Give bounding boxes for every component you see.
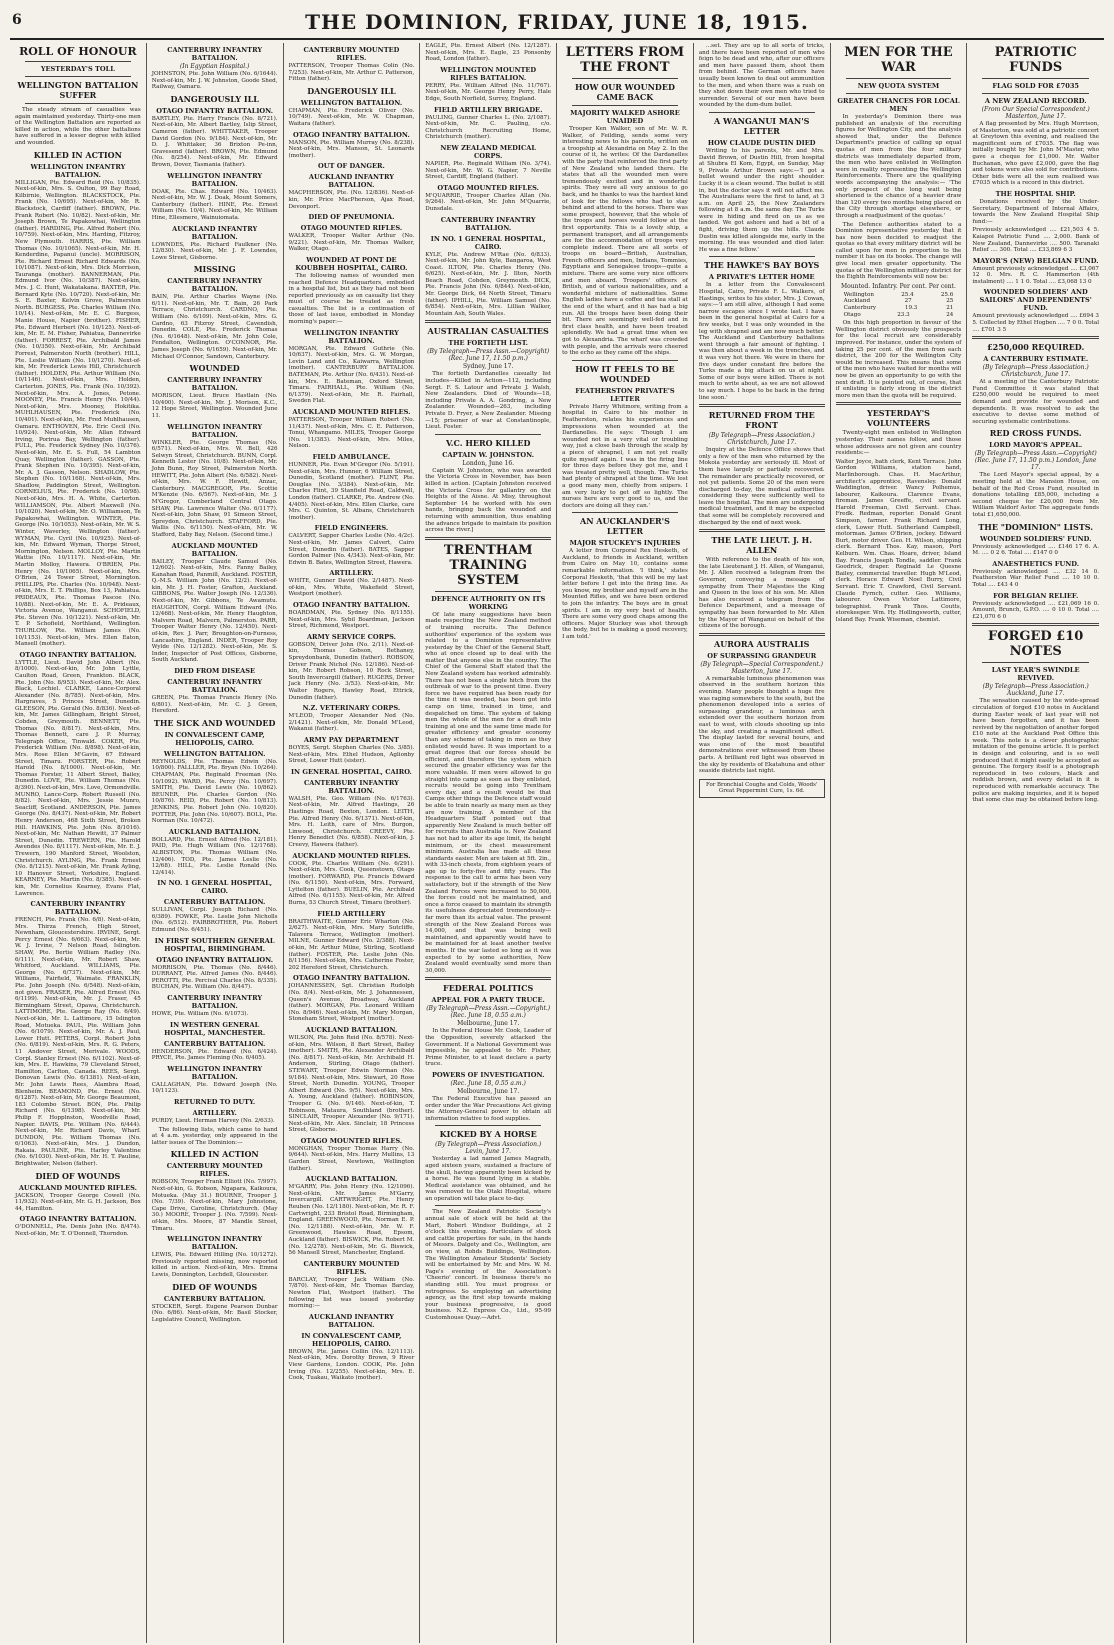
casualty-list: WINKLER, Pte. George Thomas (No. 6/571). Next-of-kin, Mrs. W. Bell, 426 Selwyn Street, Christchurch. BUNN, Corpl. Kenneth Lester (No. 10/8). Next-of-kin, Mr. John Bunn, Roy Street, Palmerston North. HEWITT, Pte. John Albert (No. 6/582). Next-of-kin, Mrs. W. F. Hewitt, Anzac, Canterbury. MACGREGOR, Pte. Scottie M'Kenzie (No. 6/567). Next-of-kin, Mr. J. M'Gregor, Cumberland Central Otago. SHAW, Pte. Lawrence Walter (No. 6/1177). Next-of-kin, John Shaw, 91 Simeon Street, Spreydon, Christchurch. STAFFORD, Pte. Wallis (No. 6/1150). Next-of-kin, Mr. W. Stafford, Eaby Bay, Nelson. (Second time.) bbox=[151, 439, 278, 538]
section-heading: IN FIRST SOUTHERN GENERAL HOSPITAL, BIRMINGHAM. bbox=[154, 936, 275, 953]
casualty-list: M'QUARRIE, Trooper Charles Allan (No. 9/264). Next-of-kin, Mr. John M'Quarrie, Dunsdale. bbox=[425, 192, 552, 212]
unit-heading: CANTERBURY MOUNTED RIFLES. bbox=[303, 1259, 400, 1276]
unit-heading: AUCKLAND BATTALION. bbox=[305, 1175, 398, 1184]
unit-heading: OTAGO INFANTRY BATTALION. bbox=[292, 601, 410, 610]
unit-heading: OTAGO MOUNTED RIFLES. bbox=[437, 183, 539, 192]
columns bbox=[10, 43, 1104, 1643]
article-text: A flag presented by Mrs. Hugh Morrison, of Masterton, was sold at a patriotic concert at Greytown this evening, and realised the magnificent sum of £7035. The flag was initially bought by Mr. John M'Master, who gave a cheque for £1,000. Mr. Walter Buchanan, who gave £2,000, gave the flag and tokens were also sold for contributions. Other bids were all the sum realised was £7035 which is a record in this district. bbox=[972, 121, 1099, 187]
section-heading: IN CONVALESCENT CAMP, HELIOPOLIS, CAIRO. bbox=[164, 730, 265, 747]
casualty-list: GREEN, Pte. Thomas Francis Henry (No. 6/801). Next-of-kin, Mr. C. J. Green, Hereford. bbox=[151, 695, 278, 715]
article-headline: RED CROSS FUNDS. bbox=[989, 428, 1082, 439]
article-text: Captain W. Johnston, who was awarded the Victoria Cross in November, has been killed in action. [Captain Johnston received the Victoria Cross for gallantry on the Heights of the Aisne. At Misy, throughout September 14 he worked with his own hands, bringing back the wounded and returning with ammunition, thus enabling the advance brigade to maintain its position across the river.] bbox=[425, 467, 552, 534]
casualty-list: BARTLEY, Pte. Harry Francis (No. 8/721). Next-of-kin, Mr. Albert Bartley, Islip Street, Cameron (father). WHITTAKER, Trooper David Gordon (No. 9/184). Next-of-kin, Mr. D. J. Whittaker, 36 Brixton Pe-inn, Gravesend (father). BROWN, Pte. Edmund (No. 8/254). Next-of-kin, Mr. Edward Brown, Dover, Tasmania (father). bbox=[151, 115, 278, 168]
article-subhead: FLAG SOLD FOR £7035 bbox=[992, 82, 1079, 90]
unit-heading: AUCKLAND MOUNTED BATTALION. bbox=[171, 541, 258, 558]
volunteer-list: Walter Joyce, bath clerk, Kent Terrace. John Gordon Williams, station hand, Marlinborough. Chas. H. MacArthur, architect's apprentice, Ravensley. Donald Waddington, driver. Wancy Polhemus, labourer, Kaikoura. Clarence Evans, fireman. James Greeffe, civil servant. Harold Freeman, Civil Servant. Chas. Fredk. Redman, reporter. Donald Grant Simpson, farmer. Frank Richard Long, clerk, Lower Hutt. Sutherland Campbell, motorman. James O'Brien, jockey. Edward Burt, motor driver. Geo. H. Wilson, shipping clerk. Bernard Thos. Kay, mason, Port Kelburn. Wm. Chas. Hoare, driver, Island Bay. Francis Joseph Tondle, saddler. Frank Goodrick, draper. Reginald Le Quesne Bailey, commercial traveller. Hugh M'Leod, clerk. Horace Edward Noel Burry, Civil Servant. Eric T. Crawford, Civil Servant. Claude Fyrnch, cutter. Geo. Williams, labourer. Owen Victor Lattimore, telegraphist. Frank Thos. Coutts, storekeeper. Wm. Hy. Hollingsworth, cutter, Island Bay. Frank Wiseman, chemist. bbox=[835, 458, 962, 623]
table-row: Auckland 27 25 bbox=[843, 298, 954, 305]
wellington-battalion-headline: WELLINGTON BATTALION SUFFER bbox=[17, 80, 139, 100]
article-subhead: FEATHERSTON PRIVATE'S LETTER bbox=[575, 386, 675, 403]
casualty-list: HENDERSON, Pte. Edward (No. 6/424). PRYCE, Pte. James Fleming (No. 6/405). bbox=[151, 1048, 278, 1062]
section-note: (In Egyptian Hospital.) bbox=[179, 63, 250, 70]
unit-heading: ARMY SERVICE CORPS. bbox=[306, 632, 396, 641]
casualty-list: JOHNSTON, Pte. John William (No. 6/1644). Next-of-kin, Mr. J. W. Johnston, Goode Shed, Railway, Oamaru. bbox=[151, 71, 278, 91]
article-subhead: A CANTERBURY ESTIMATE. bbox=[983, 355, 1089, 364]
unit-heading: CANTERBURY BATTALION. bbox=[163, 1039, 266, 1048]
unit-heading: CANTERBURY INFANTRY BATTALION. bbox=[167, 46, 263, 62]
article-headline: RETURNED FROM THE FRONT bbox=[708, 410, 815, 431]
unit-heading: FIELD ENGINEERS. bbox=[314, 524, 389, 533]
unit-heading: CANTERBURY INFANTRY BATTALION. bbox=[440, 215, 536, 232]
unit-heading: AUCKLAND MOUNTED RIFLES. bbox=[18, 1183, 137, 1192]
casualty-list: MONGHAN, Trooper Thomas Harry (No. 9/644). Next-of-kin, Mrs. Harry Mullins, 13 Garden Street, Newtown, Wellington (father). bbox=[288, 1145, 415, 1172]
article-headline: AURORA AUSTRALIS bbox=[714, 638, 810, 649]
casualty-list: WALSH, Pte. Geo. William (No. 6/1763). Next-of-kin, Mr. Alfred Hastings, 26 Hastings Road, Bexton, London. LEITH, Pte. Alfred Henry (No. 6/1371). Next-of-kin, Mrs. H. Leith, care of Mrs. Burgon, Linwood, Christchurch. CREEVY, Pte. Henry Benedict (No. 6/858). Next-of-kin, J. Creevy, Hawera (father). bbox=[288, 795, 415, 848]
kicked-by-horse-headline: KICKED BY A HORSE bbox=[439, 1129, 537, 1140]
dateline: Sydney, June 17. bbox=[463, 363, 514, 371]
article-headline: £250,000 REQUIRED. bbox=[987, 342, 1085, 353]
unit-heading: WELLINGTON BATTALION. bbox=[163, 749, 266, 758]
casualty-list: M'LEOD, Trooper Alexander Ned (No. 2/1421). Next-of-kin, Mr. Donald M'Leod, Wakanui (father). bbox=[288, 713, 415, 733]
patriotic-funds-headline: PATRIOTIC FUNDS bbox=[994, 45, 1077, 75]
unit-heading: WELLINGTON INFANTRY BATTALION. bbox=[167, 422, 263, 439]
article-subhead: MAYOR'S (NEW) BELGIAN FUND. bbox=[972, 256, 1099, 265]
article-text: ...set. They are up to all sorts of tricks, and there have been reported of men who feign to be dead and who, after our officers and men have passed them, shoot them from behind. The German officers have usually been known to deal out ammunition to the men, and when there was a rush on they shot down their own men who tried to surrender. Several of our men have been wounded by the dum-dum bullet. bbox=[698, 43, 825, 109]
unit-heading: OTAGO INFANTRY BATTALION. bbox=[156, 955, 274, 964]
advertisement: For Bronchial Coughs and Colds, Woods' Great Peppermint Cure, 1s. 6d. bbox=[699, 779, 825, 798]
article-subhead: LAST YEAR'S SWINDLE REVIVED. bbox=[991, 666, 1080, 683]
casualty-list: STOCKER, Sergt. Eugene Pearson Dunbar (No. 6/86). Next-of-kin, Mr. Basil Stocker, Legislative Council, Wellington. bbox=[151, 1303, 278, 1323]
casualty-list: PATTERSON, Trooper William Robert (No. 11/437). Next-of-kin, Mrs. C. E. Patterson, Tonui, Whangamo. MILES, Trooper George (No. 11/383). Next-of-kin, Mrs. Miles, Nelson. bbox=[288, 417, 415, 450]
casualty-list: ROBSON, Trooper Frank Elliott (No. 7/997). Next-of-kin, G. Robson, Ngapara, Kaikoura, Motueka. (May 31.) BOURNE, Trooper J. (No. 7/39). Next-of-kin, Mary Johnstone, Cape Drive, Caroline, Christchurch. (May 30.) MOORE, Trooper J. (No. 7/599). Next-of-kin, Mrs. Moore, 87 Mandle Street, Timaru. bbox=[151, 1179, 278, 1232]
column-4 bbox=[420, 43, 557, 1643]
casualty-list: REYNOLDS, Pte. Thomas Edwin (No. 10/800). FALLLER, Pte. Bryan (No. 10/264). CHAPMAN, Pte. Reginald Freeman (No. 10/1092). WARD, Pte. Percy (No. 10/697). SMITH, Pte. David Lewis (No. 10/862). BEUNER, Pte. Charles Gordon (No. 10/876). REID, Pte. Robert (No. 10/813). JENKINS, Pte. Robert John (No. 10/820). POTTER, Pte. John (No. 10/607). BOLL, Pte. Norman (No. 10/472). bbox=[151, 758, 278, 825]
column-1 bbox=[10, 43, 147, 1643]
article-text: Writing to his parents, Mr. and Mrs. David Brown, of Dustin Hill, from hospital at Shubra El Kom, Egypt, on Sunday, May 9, Private Arthur Brown says:—'I got a bullet wound under the right shoulder. Lucky it is a clean wound. The bullet is still in, but the doctor says it will not affect me. The Australians were the first to land, at 3 a.m. on April 25, the New Zealanders following at 8 a.m. the same day. The Turks were in hiding and fired on us as we landed. We got ashore and had a bit of a fight, driving them up the hills. Claude Dustin was killed alongside me, early in the morning. He was wounded and died later. He was a fine fellow.' bbox=[698, 147, 825, 253]
article-subhead: MAJOR STUCKEY'S INJURIES bbox=[569, 539, 681, 548]
article-headline: HOW OUR WOUNDED CAME BACK bbox=[575, 82, 675, 102]
casualty-list: SULLIVAN, Corpl. Joseph Richard (No. 6/389). FOWKE, Pte. Leslie John Nicholls (No. 6/512). FAIRBROTHER, Pte. Robert Edmund (No. 6/451). bbox=[151, 907, 278, 934]
article-text: With reference to the death of his son, the late Lieutenant J. H. Allen, of Wanganui, Mr. J. Allen received a telegram from the Governor, conveying a message of sympathy from Their Majesties the King and Queen in the loss of his son. Mr. Allen has also received a telegram from the Defence Department, and a message of sympathy has been forwarded to Mr. Allen by the Mayor of Wanganui on behalf of the citizens of the borough. bbox=[698, 557, 825, 630]
sick-and-wounded-heading: THE SICK AND WOUNDED bbox=[153, 717, 276, 728]
wounded-heading: WOUNDED bbox=[189, 363, 240, 374]
casualty-list: BAIN, Pte. Arthur Charles Wayne (No. 6/11). Next-of-kin, Mr. T. Bain, 26 Park Terrace, Christchurch. CARDNO, Pte. William (No. 6/109). Next-of-kin, Mrs. G. Cardno, 63 Fitzroy Street, Cavendish, Dunedin. COLE, Pte. Frederick Thomas (No. 6/1648). Next-of-kin, Mr. John Cole, Fendalton, Wellington. O'CONNOR, Pte. James Joseph (No. 6/1659). Next-of-kin, Mr. Michael O'Connor, Sandown, Canterbury. bbox=[151, 294, 278, 360]
article-text: Inquiry at the Defence Office shows that only a few of the men who returned by the Mokoia yesterday are seriously ill. Most of them have largely or partially recovered. The remainder are practically recovered, or not yet patients. Some 20 of the men were discharged to-day, the medical authorities considering they were sufficiently well to leave the hospital. The men are undergoing medical treatment, and it may be expected that some will be completely recovered and discharged by the end of next week. bbox=[698, 447, 825, 526]
unit-heading: OTAGO MOUNTED RIFLES. bbox=[300, 224, 403, 233]
casualty-list: NAPIER, Pte. Reginald William (No. 3/74). Next-of-kin, Mr. W. G. Napier, 7 Neville Street, Cardiff, England (father). bbox=[425, 160, 552, 181]
unit-heading: AUCKLAND MOUNTED RIFLES. bbox=[292, 408, 411, 416]
casualty-list: BAILEY, Trooper Claude Samuel (No. 12/602). Next-of-kin, Mrs. Fanny Bailey, Kanahan Road, Panmill, Auckland. FOSTER, Q.-M.S. William John (No. 12/2). Next-of-kin, Mr. J. H. Foster, Grafton, Auckland. GIBBONS, Pte. Walter Joseph (No. 12/336). Next-of-kin, Mr. Gibbons, Te Awamutu. HAUGHTON, Corpl. William Edward (No. 12/468). Next-of-kin, Mr. Henry Haughton, Malvern Road, Malvern, Palmerston. PARR, Trooper Walter Henry (No. 12/450). Next-of-kin, Rev. J. Parr, Broughton-on-Furness, Lancashire, England. INDER, Trooper Roy Wylde (No. 12/1282). Next-of-kin, Mr. S. Inder, Inspector of Post Offices, Gisborne, South Auckland. bbox=[151, 558, 278, 664]
unit-heading: OTAGO MOUNTED RIFLES. bbox=[300, 1136, 403, 1145]
unit-heading: AUCKLAND INFANTRY BATTALION. bbox=[172, 224, 258, 241]
casualty-list: HOWE, Pte. William (No. 6/1073). bbox=[151, 1011, 249, 1018]
article-subhead: A PRIVATE'S LETTER HOME bbox=[708, 273, 815, 282]
casualty-list: MORISON, Lieut. Bruce Hastlain (No. 10/400). Next-of-kin, Mr. J. Morison, K.C., 12 Hope Street, Wellington. Wounded June 11. bbox=[151, 393, 278, 419]
article-text: Trooper Ken Walker, son of Mr. W. R. Walker, of Feilding, sends some very interesting news to his parents, written on a troopship at Alexandria on May 2. In the course of it, he writes: Of the Dardanelles with the party that reinforced the first party of New Zealand who landed there. He states that all the wounded men were tremendously excited and in wonderful spirits. They were all very anxious to go back, and he thanks to was the hardest kind of look for the fellows who had to stay behind and attend to the horses. There was some prospect, however, that the whole of the troops and horses would follow at the first opportunity. This is a lovely ship, a permanent transport, and all arrangements are for the accommodation of troops very complete indeed. There are all sorts of troops on board—British, Australian, French officers and men, Indians, Tommies, Egyptians and Senegalese troops—quite a mixture. There are some very nice officers and men aboard. Troopers' officers of British, and of various nationalities, and a wonderful mixture of nationalities. Some English ladies have a coffee and tea stall at the end of the wharf, and it has had a big run. All the troops have been doing their bit. There are seemingly well-fed and in first class health, and have been treated splendidly. We had a great time when we got to Alexandria. The wharf was crowded with people, and the arrivals were cheered to the echo as they came off the ships. bbox=[562, 126, 688, 357]
fund-list: Previously acknowledged .... £21,069 16 0. Amount, Brunch, G.P.O. .... 0 10 0. Total .... £21,070 6 0 bbox=[972, 600, 1099, 620]
returned-to-duty-heading: RETURNED TO DUTY. bbox=[174, 1098, 256, 1106]
column-8 bbox=[967, 43, 1104, 1643]
masthead bbox=[10, 8, 1104, 40]
casualty-list: BRAITHWAITE, Gunner Eric Wharton (No. 2/627). Next-of-kin, Mrs. Mary Sutcliffe, Talavera Terrace, Wellington (mother). MILNE, Gunner Edward (No. 2/388). Next-of-kin, Mr. Arthur Milne, Stirling, Scotland (father). FOSTER, Pte. Leslie John (No. 8/1156). Next-of-kin, Mrs. Catherine Foster, 202 Hereford Street, Christchurch. bbox=[288, 918, 415, 971]
article-subhead: NEW QUOTA SYSTEM bbox=[857, 82, 940, 90]
article-subhead: HOW CLAUDE DUSTIN DIED bbox=[707, 138, 816, 147]
section-heading: IN CONVALESCENT CAMP, HELIOPOLIS, CAIRO. bbox=[301, 1331, 402, 1348]
article-text: The Federal Executive has passed an order under the War Precautions Act giving the Attorney-General power to obtain all information relative to food supplies. bbox=[425, 1095, 552, 1122]
article-text: The Defence authorities stated to a Dominion representative yesterday that it has now been decided to readjust the quotas so that every military district will be called upon for men in proportion to the number it has on its books. The change will give local men greater opportunity. The quotas of the Wellington military district for the Eighth Reinforcements will now be: bbox=[835, 221, 962, 281]
fund-list: Previously acknowledged .... £32 14 0. Featherston War Relief Fund .... 10 10 0. Total .... £43 4 0 bbox=[972, 568, 1099, 588]
unit-heading: WELLINGTON INFANTRY BATTALION. bbox=[30, 162, 126, 179]
casualty-list: MILLIGAN, Pte. Edward Reid (No. 10/835). Next-of-kin, Mrs. S. Oulton, 99 Bay Road, Kilbirnie, Wellington. BLACKSTOCK, Pte. Frank (No. 10/695). Next-of-kin, Mr. R. Blackstock, Cardiff (father). BROWN, Pte. Frank Robert (No. 10/82). Next-of-kin, Mr. Joseph Brown, Te Papakowhai, Wellington (father). HARDING, Pte. Alfred Robert (No. 10/759). Next-of-kin, Mrs. Harding, Fitzroy, New Plymouth. HARRIS, Pte. William Thomas (No. 10/1065). Next-of-kin, Mr. H. Kenderdine, Papanui (uncle). MORRISON, Pte. Richard Ernest Richard Edwards (No. 10/1087). Next-of-kin, Mrs. Dick Morrison, Tauranga (mother). BANNERMAN, Pte. Edmund Ivor (No. 10/387). Next-of-kin, Mrs. J. C. Hunt, Wakatakana. BAXTER, Pte. Bernard Kyte (No. 10/720). Next-of-kin, Mr. S. E. Baxter, Kelvin Grove, Palmerston North. BURGESS, Pte. Charles William (No. 10/14). Next-of-kin, Mr. E. C. Burgess, Manie House, Napier (brother). FISHER, Pte. Edward Herbert (No. 10/125). Next-of-kin, Mr. E. M. Fisher, Pahiatua, Dannevirke (father). FORREST, Pte. Archibald James (No. 10/350). Next-of-kin, Mr. Archibald Forrest, Palmerston North (brother). HILL, Pte. Leslie William (No. 10/1270). Next-of-kin, Mr. Frederick Lewis Hill, Christchurch (father). HOLDEN, Pte. Arthur William (No. 10/1146). Next-of-kin, Mrs. Holden, Carterton. JONES, Pte. Frank (No. 10/392). Next-of-kin, Mrs. A. Jones, Petone. MOONEY, Pte. Francis Henry (No. 10/44). Next-of-kin, Mrs. Mooney, Hokitika. MUHLHAUSEN, Pte. Frederick (No. 10/401). Next-of-kin, Mr. Fred Muhlhausen, Oamaru. ENTHOVEN, Pte. Eric Cecil (No. 10/924). Next-of-kin, Mr. Allan Edward Irving, Porirua Bay, Wellington (father). FULL, Pte. Frederick Sydney (No. 10/376). Next-of-kin, Mr. E. S. Full, 54 Lambton Quay, Wellington (father). GASSON, Pte. Frank Stephen (No. 10/395). Next-of-kin, Mr. A. J. Gasson, Nelson. SHADLOW, Pte. Stephen (No. 10/1168). Next-of-kin, Mrs. Shadlow, Paddington Street, Wellington. CORNELIUS, Pte. Frederick (No. 10/98). Next-of-kin, Mrs. H. A. White, Carterton. WILLIAMSON, Pte. Albert Maxwell (No. 10/1020). Next-of-kin, Mr. O. Williamson, Te Papakowhai, Wellington. WINTER, Pte. George (No. 10/1053). Next-of-kin, Mr. W. S. Winter, Waverley, Wellington (father). WYMAN, Pte. Cyril (No. 10/925). Next-of-kin, Mr. Edward Wyman, Thorpe Street, Mornington, Nelson. MOLLOY, Pte. Martin Wattie (No. 10/1117). Next-of-kin, Mr. Martin Molloy, Hawera. O'BRIEN, Pte. Henry (No. 10/1065). Next-of-kin, Mrs. O'Brien, 24 Tower Street, Mornington. PHILLIPS, Pte. Charles (No. 10/948). Next-of-kin, Mrs. E. T. Phillips, Box 13, Pahiatua. PRIDEAUX, Pte. Thomas Pascoe (No. 10/88). Next-of-kin, Mr. E. A. Prideaux, Victoria Avenue, Wanganui. SCHOFIELD, Pte. Steven (No. 10/1221). Next-of-kin, Mr. T. P. Schofield, Northland, Wellington. THURLOW, Pte. William James (No. 10/1153). Next-of-kin, Mrs. Ellen Eaton, Mansell (mother). bbox=[15, 179, 141, 648]
unit-heading: AUCKLAND BATTALION. bbox=[305, 1025, 398, 1034]
article-headline: THE LATE LIEUT. J. H. ALLEN bbox=[711, 535, 813, 556]
table-row: Wellington 25.4 25.6 bbox=[843, 291, 954, 298]
unit-heading: ARMY PAY DEPARTMENT bbox=[303, 735, 399, 744]
article-subhead: THE HOSPITAL SHIP. bbox=[995, 189, 1076, 198]
section-heading: IN NO. 1 GENERAL HOSPITAL, CAIRO. bbox=[157, 879, 273, 896]
unit-heading: CANTERBURY INFANTRY BATTALION. bbox=[303, 778, 399, 795]
unit-heading: WELLINGTON INFANTRY BATTALION. bbox=[303, 328, 399, 345]
unit-heading: CANTERBURY BATTALION. bbox=[163, 1294, 266, 1303]
casualty-list: WALKER, Trooper Walter Arthur (No. 9/221). Next-of-kin, Mr. Thomas Walker, Walker, Otago. bbox=[288, 233, 415, 253]
article-subhead: THE FORTIETH LIST. bbox=[448, 339, 528, 348]
article-text: On this high proportion in favour of the Wellington district obviously the prospects for the local recruit are considerably improved. For instance, under the system of taking 25 per cent. of the men from each district, the 200 for the Wellington City would be increased. This means that some of the men who have waited for months will now be given an opportunity to go with the next draft. It is pointed out, of course, that if enlisting is fairly strong in the district more men than the quota will be required. bbox=[835, 320, 962, 399]
article-headline: A WANGANUI MAN'S LETTER bbox=[713, 115, 810, 136]
section-heading: WOUNDED AT PONT DE KOUBBEH HOSPITAL, CAIRO. bbox=[295, 255, 408, 272]
casualty-list: O'DONNELL, Pte. Denis John (No. 8/474). Next-of-kin, Mr. T. O'Donnell, Thorndon. bbox=[15, 1224, 141, 1238]
casualty-list: WHITE, Gunner David (No. 2/1487). Next-of-kin, Mrs. White, Wakefield Street, Westport (mother). bbox=[288, 578, 415, 598]
unit-heading: WELLINGTON BATTALION. bbox=[300, 98, 403, 107]
unit-heading: CANTERBURY MOUNTED RIFLES. bbox=[166, 1162, 263, 1179]
men-for-war-headline: MEN FOR THE WAR bbox=[844, 45, 953, 75]
casualty-list: BARCLAY, Trooper Jack William (No. 7/870). Next-of-kin, Mr. Thomas Barclay, Newton Flat, Westport (father). The following list was issued yesterday morning:— bbox=[288, 1276, 415, 1310]
casualty-list: PATTERSON, Trooper Thomas Colin (No. 7/253). Next-of-kin, Mr. Arthur C. Patterson, Fitton (father). bbox=[288, 63, 415, 83]
article-subhead: APPEAL FOR A PARTY TRUCE. bbox=[431, 996, 545, 1005]
casualty-list: BOYES, Sergt. Stephen Charles (No. 3/85). Next-of-kin, Mrs. Ethel Hudson, Aglionby Street, Lower Hutt (sister). bbox=[288, 744, 415, 765]
article-text: In the Federal House Mr. Cook, Leader of the Opposition, severely attacked the Government. If a National Government was impossible, he appealed to Mr. Fisher, Prime Minister, to at least declare a party truce. bbox=[425, 1028, 552, 1068]
trentham-headline: TRENTHAM TRAINING SYSTEM bbox=[443, 542, 533, 588]
casualty-list: CHAPMAN, Pte. Frederick Oliver (No. 10/749). Next-of-kin, Mr. W. Chapman, Waitara (father). bbox=[288, 107, 415, 127]
casualty-list: MANSON, Pte. William Murray (No. 8/238). Next-of-kin, Mrs. Manson, St. Leonards (mother). bbox=[288, 139, 415, 159]
casualty-list: CALVERT, Sapper Charles Leslie (No. 4/2c). Next-of-kin, Mr. James Calvert, Cairo Street, Dunedin (father). BATES, Sapper Gordon Palmer (No. 4/343). Next-of-kin, Mr. Edwin B. Bates, Wellington Street, Hawera. bbox=[288, 533, 415, 566]
cable-line: (By Telegraph—Press Assn.—Copyright) (Rec. June 17, 11.50 p.m.) bbox=[427, 348, 550, 363]
roll-intro: The steady stream of casualties was again maintained yesterday. Thirty-one men of the Wellington Battalion are reported as killed in action, while the other battalions have suffered in a lesser degree with killed and wounded. bbox=[15, 107, 141, 146]
killed-in-action-heading: KILLED IN ACTION bbox=[33, 149, 122, 160]
casualty-list: BOLLARD, Pte. Ernest Alfred (No. 12/181). PAID, Pte. Hugh William (No. 12/1768). ALBISTON, Pte. Thomas William (No. 12/406). TOD, Pte. James Leslie (No. 12/68). HILL, Pte. Leslie Ronald (No. 12/414). bbox=[151, 836, 278, 876]
dangerously-ill-heading: DANGEROUSLY ILL bbox=[307, 85, 396, 96]
vc-hero-headline: V.C. HERO KILLED bbox=[445, 437, 531, 448]
newspaper-title: THE DOMINION, FRIDAY, JUNE 18, 1915. bbox=[305, 10, 809, 34]
casualty-list: MACPHERSON, Pte. (No. 12/836). Next-of-kin, Mr. Price MacPherson, Ajax Road, Devonport. bbox=[288, 190, 415, 210]
letters-from-front-headline: LETTERS FROM THE FRONT bbox=[565, 45, 685, 75]
died-of-pneumonia-heading: DIED OF PNEUMONIA. bbox=[308, 213, 395, 222]
casualty-list: DOAK, Pte. Chas. Edward (No. 10/463). Next-of-kin, Mr. W. J. Doak, Mount Somers, Canterbury (father). HINE, Pte. Ernest William (No. 10/4). Next-of-kin, Mr. William Hine, Ellesmere, Wainuiomata. bbox=[151, 188, 278, 221]
federal-politics-headline: FEDERAL POLITICS bbox=[443, 983, 534, 994]
article-subhead: WOUNDED SOLDIERS' AND SAILORS' AND DEPENDENTS' FUND. bbox=[979, 288, 1092, 313]
casualty-list: KYLE, Pte. Andrew M'Rae (No. 6/833). Next-of-kin, Mr. John Kyle, Bangaroa, West Coast. ILTON, Pte. Charles Henry (No. 6/625). Next-of-kin, Mr. J. Ilton, North Beach Road, Cobden, Greymouth. DICK, Pte. Francis John (No. 6/844). Next-of-kin, Mr. George Dick, 64 North Street, Timaru (father). IPHILL, Pte. William Samuel (No. 6/854). Next-of-kin, Mrs. Lillian Walker, Mountain Ash, South Wales. bbox=[425, 251, 552, 317]
article-headline: THE "DOMINION" LISTS. bbox=[978, 521, 1094, 532]
list-note: The following lists, which came to hand at 4 a.m. yesterday, only appeared in the latter issues of The Dominion:— bbox=[151, 1126, 278, 1146]
unit-heading: AUCKLAND BATTALION. bbox=[168, 827, 261, 836]
casualty-list: COOK, Pte. Charles William (No. 6/291). Next-of-kin, Mrs. Cook, Queenstown, Otago (mother). FORWARD, Pte. Francis Edward (No. 6/1150). Next-of-kin, Mrs. Forward, Lyttelton (father). BUELIN, Pte. Archibald Alfred (No. 6/1155). Next-of-kin, Mr. Alfred Burns, 53 Church Street, Timaru (brother). bbox=[288, 860, 415, 907]
yesterdays-toll-subtitle: YESTERDAY'S TOLL bbox=[40, 65, 115, 73]
section-heading: IN WESTERN GENERAL HOSPITAL, MANCHESTER. bbox=[164, 1020, 266, 1037]
dateline: Melbourne, June 17. bbox=[457, 1020, 520, 1028]
casualty-list: PAULING, Gunner Charles L. (No. 2/1087). Next-of-kin, Mr. C. Pauling, c/o. Christchurch Recruiting Home, Christchurch (mother). bbox=[425, 114, 552, 141]
article-subhead: WOUNDED SOLDIERS' FUND. bbox=[979, 534, 1092, 543]
cable-line: (By Telegraph—Press Association.) Auckland, June 17. bbox=[982, 683, 1089, 698]
australian-casualties-headline: AUSTRALIAN CASUALTIES bbox=[427, 326, 549, 337]
casualty-list: GOBSON, Driver John (No. 2/11). Next-of-kin, Thomas Gobson, Bethaney, Spreydonbank, Dunedin (father). ROBSON, Driver Frank Nichol (No. 12/186). Next-of-kin, Mr. Robert Robson, 10 Rock Street, South Invercargill (father). RUGERS, Driver Jack Henry (No. 3/53). Next-of-kin, Mr. Walter Rogers, Hawley Road, Ettrick, Dunedin (father). bbox=[288, 641, 415, 701]
article-text: The Lord Mayor's special appeal, by a meeting held at the Mansion House, on behalf of the Red Cross Fund, resulted in donations totalling £85,000, including a second cheque for £20,000 from Mr. William Waldorf Astor. The aggregate funds total £1,650,000. bbox=[972, 472, 1099, 518]
forged-notes-headline: FORGED £10 NOTES bbox=[988, 629, 1084, 660]
unit-heading: FIELD ARTILLERY BRIGADE. bbox=[433, 105, 543, 114]
killed-in-action-heading: KILLED IN ACTION bbox=[170, 1149, 259, 1160]
casualty-list: M'GARRY, Pte. John Henry (No. 12/1096). Next-of-kin, Mr. James M'Garry, Invercargill. CARTWRIGHT, Pte. Henry Reuben (No. 12/1180). Next-of-kin, Mr. R. F. Cartwright, 233 Bristol Road, Birmingham, England. GREENWOOD, Pte. Norman E. P. (No. 12/1188). Next-of-kin, Mr. W. F. Greenwood, Hawkes Road, Epsom, Auckland (father). BISWICK, Pte. Robert M. (No. 12/278). Next-of-kin, Mr. G. Biswick, 56 Mansell Street, Manchester, England. bbox=[288, 1184, 415, 1257]
section-text: The following names of wounded men reached Defence Headquarters, embodied in a hospital list, but as they had not been reported previously as on casualty list they must of course be treated as fresh casualties. The list is a continuation of those of last issue, embodied in Monday morning's paper:— bbox=[288, 272, 415, 326]
quota-table-header: Mounted. Infantry. Per cent. Per cent. bbox=[840, 282, 956, 290]
died-of-wounds-heading: DIED OF WOUNDS bbox=[172, 1281, 258, 1292]
casualty-list: BROWN, Pte. James Collin (No. 12/1113). Next-of-kin, Mrs. Dorothy Brown, 9 River View Gardens, London. COOK, Pte. John Irving (No. 12/255). Next-of-kin, Mrs. E. Cook, Tuakau, Waikato (mother). bbox=[288, 1348, 415, 1382]
unit-heading: ARTILLERY. bbox=[192, 1109, 237, 1117]
casualty-list: LEWIS, Pte. Edward Hilling (No. 10/1272). Previously reported missing, now reported killed in action. Next-of-kin, Mrs. Emma Lewis, Donnington, Lechdell, Gloucester. bbox=[151, 1252, 278, 1278]
article-text: Of late many suggestions have been made respecting the New Zealand method of training recruits. The Defence authorities' experience of the system was related to a Dominion representative yesterday by the Chief of the General Staff, who at once closed up to deal with the matter that anyone else in the country. The Chief of the General Staff stated that the New Zealand system has worked admirably. There has not been a single hitch from the outbreak of war to the present time. Every force we have required has been ready for the time it was needed, has been got into camp on time, trained in time, and despatched on time. The system of taking men the whole of the men for a draft into training at one and the same time made for greater efficiency and greater economy than any scheme of taking in men as they enlisted would have. It was important to a great degree that our forces should be efficient, and therefore the system which secured the greater efficiency was far the more valuable. If men were allowed to go straight into camp as soon as they enlisted, recruits would be going into Trentham every day, and a result would be that Camps other things the Defence staff would be able to train nearly as many men as they are now training. A member of the Headquarters Staff pointed out that apparently New Zealand is much better off for recruits than Australia is. New Zealand has not had to alter its age limit, its height minimum, or its chest measurement minimum. Australia has made all these standards easier. Men are taken at 5ft. 2in., with 33-inch chests, from eighteen years of age up to forty-five and fifty years. The response to the call to arms has been very satisfactory, but if the strength of the New Zealand Forces were increased to 50,000, the forces could not be maintained, and once a force ceased to maintain its strength its usefulness depreciated tremendously—far more than its actual value. The present strength of the New Zealand Forces was 14,000, and that was being well maintained, and apparently would have to be maintained for at least another twelve months. If the war lasted so long as it was expected to by some authorities, New Zealand would eventually send more than 30,000. bbox=[425, 611, 552, 974]
unit-heading: WELLINGTON INFANTRY BATTALION. bbox=[167, 1235, 263, 1252]
column-7 bbox=[831, 43, 968, 1643]
unit-heading: AUCKLAND INFANTRY BATTALION. bbox=[308, 173, 394, 190]
article-text: In a letter from the Convalescent Hospital, Cairo, Private F. L. Walkers, of Hastings, writes to his sister, Mrs. J. Cowan, says:—'I am still alive, although I had some narrow escapes since I wrote last. I have been in the general hospital at Cairo for a few weeks, but I was only wounded in the leg with shrapnel and am now much better. The Auckland and Canterbury battalions went through a fair amount of fighting. I was then about a week in the trenches, and it was very hot there. We were in there for five days under constant fire before the Turks made a big attack on us at night. Some of our boys were killed. There is not much to write about, as we are not allowed to say much. I hope to be back in the firing line soon.' bbox=[698, 282, 825, 401]
unit-heading: AUCKLAND MOUNTED RIFLES. bbox=[292, 851, 411, 860]
died-of-wounds-heading: DIED OF WOUNDS bbox=[35, 1170, 121, 1181]
unit-heading: NEW ZEALAND MEDICAL CORPS. bbox=[440, 143, 536, 160]
brief-notices: The New Zealand Patriotic Society's annual sale of stock will be held at the Mart, Robert Windsor Buildings, at 2 o'clock this evening. Particulars of stock and cattle properties for sale, in the hands of Messrs. Dalgety and Co., Wellington, are on view, at Rohds Buildings, Wellington. The Wellington Amateur Students' Society will be entertained by Mr. and Mrs. W. M. Page's evening of the Association's 'Cheerio' concert. In business there's no standing still. You must progress or retrogress. So employing an advertising agency, as the first step towards making your business progressive, is good business. N.Z. Express Co., Ltd., 95-99 Customhouse Quay.—Advt. bbox=[425, 1209, 552, 1321]
unit-heading: N.Z. VETERINARY CORPS. bbox=[302, 704, 401, 713]
casualty-list: LYTTLE, Lieut. David John Albert (No. 8/1000). Next-of-kin, Mr. John Lyttle, Caulton Road, Green, Frankton. BLACK, Pte. John (No. 8/953). Next-of-kin, Mr. Alex. Black, Lochiel. CLARKE, Lance-Corporal Alexander (No. 8/785). Next-of-kin, Mrs. Hargraves, 5 Princes Street, Dunedin. GLEESON, Pte. Gerald (No. 8/836). Next-of-kin, Mr. James Gillingham, Bright Street, Cobden, Greymouth. BENNETT, Pte. Thomas (No. 8/817). Next-of-kin, Mrs. Thomas Bennett, care J. P. Murray, Telegraph Office, Tinwald. COKER, Pte. Frederick William (No. 8/898). Next-of-kin, Mrs. Rose Ellen M'Gavin, 67 Edward Street, Timaru. FORSTER, Pte. Robert Harold (No. 8/1000). Next-of-kin, Mr. Thomas Forster, 11 Albert Street, Bailey, Dunedin. LOVE, Pte. William Thomas (No. 8/390). Next-of-kin, Mrs. Love, Ormondville. MUNRO, Lance-Corp. Robert Russell (No. 8/82). Next-of-kin, Mrs. Jessie Munro, Seacliff, Scotland. ANDERSON, Pte. James George (No. 8/437). Next-of-kin, Mr. Robert Henry Anderson, 468 Sixth Street, Broken Hill. HAWKINS, Pte. John (No. 8/1016). Next-of-kin, Mr. Nathan Hewitt, 37 Palmer Street, Dunedin. TREWERN, Pte. Harold Awendes (No. 8/1117). Next-of-kin, Mr. E. J. Trewern, 190 Manford Street, Woolston, Christchurch. AYLING, Pte. Frank Ernest (No. 8/1215). Next-of-kin, Mr. Frank Ayling, 10 Hanover Street, Yorkshire, England. KEARNEY, Pte. Martin (No. 8/385). Next-of-kin, Mr. Cornelius Kearney, Evans Flat, Lawrence. bbox=[15, 659, 141, 897]
article-text: A letter from Corporal Rex Hesketh, of Auckland, to friends in Auckland, written from Cairo on May 10, contains some remarkable information. 'I think,' states Corporal Hesketh, 'that this will be my last letter before I get into the firing line. As you know, my brother and myself are in the Mounted Rifles, and we have been ordered to join the infantry. The boys are in great spirits. I am in my very best of health. There are some very good chaps among the officers. Major Stuckey was shot through the body, but he is making a good recovery, I am told.' bbox=[562, 548, 688, 640]
casualty-list: HUNNER, Pte. Evan M'Gregor (No. 5/191). Next-of-kin, Mrs. Hunner, 6 William Street, Dunedin, Scotland (mother). FLINT, Pte. Douglas (No. 3/384). Next-of-kin, Mr. Charles Flint, 39 Stanfield Road, Caldwell, London (father). CLARKE, Pte. Andrew (No. 4/405). Next-of-kin, Mrs. Ellen Clarke, care Mrs. C. Quinton, St. Albans, Christchurch (mother). bbox=[288, 461, 415, 521]
article-subhead: GREATER CHANCES FOR LOCAL MEN bbox=[837, 97, 960, 113]
dateline: London, June 16. bbox=[462, 459, 515, 467]
cable-line: (Rec. June 18, 0.55 a.m.) bbox=[450, 1079, 526, 1087]
unit-heading: OTAGO INFANTRY BATTALION. bbox=[292, 974, 410, 983]
unit-heading: CANTERBURY INFANTRY BATTALION. bbox=[167, 994, 263, 1011]
unit-heading: CANTERBURY MOUNTED RIFLES. bbox=[303, 46, 400, 62]
cable-line: (By Telegraph—Press Association.) Christchurch, June 17. bbox=[708, 432, 815, 447]
roll-of-honour-title: ROLL OF HONOUR bbox=[19, 45, 137, 58]
casualty-list: BOARDMAN, Pte. Sydney (No. 8/1155). Next-of-kin, Mrs. Sybil Boardman, Jackson Street, Richmond, Westport. bbox=[288, 610, 415, 630]
fund-list: Previously acknowledged .... £146 17 6. A. M. .... 0 2 6. Total .... £147 0 0 bbox=[972, 543, 1099, 557]
cable-line: (By Telegraph—Press Assn.—Copyright.) (Rec. June 18, 0.55 a.m.) bbox=[426, 1005, 551, 1020]
fund-list: Previously acknowledged .... £21,503 4 5. Kaiapoi Patriotic Fund .... 2,000. Bank of New Zealand, Dannevirke .... 500. Taranaki Relief .... 300. Total .... £33,869 6 3 bbox=[972, 227, 1099, 254]
dangerously-ill-heading: DANGEROUSLY ILL bbox=[170, 93, 259, 104]
unit-heading: AUCKLAND INFANTRY BATTALION. bbox=[308, 1312, 394, 1329]
unit-heading: CANTERBURY INFANTRY BATTALION. bbox=[167, 277, 263, 294]
article-subhead: DEFENCE AUTHORITY ON ITS WORKING bbox=[431, 594, 546, 611]
casualty-list: EAGLE, Pte. Ernest Albert (No. 12/1287). Next-of-kin, Mrs. E. Eagle, 23 Ponsonby Road, London (father). bbox=[425, 43, 552, 63]
casualty-list: PURDY, Lieut. Herman Harvey (No. 2/633). bbox=[151, 1118, 275, 1124]
casualty-list: WILSON, Pte. John Reid (No. 8/578). Next-of-kin, Mrs. Wilson, 8 Bart Street, Bailey (mother). SMITH, Pte. Alexander Archibald (No. 8/817). Next-of-kin, Mr. Archibald H. Anderson, Stirling, Otago (father). STEWART, Trooper Edwin Norman (No. 9/184). Next-of-kin, Mrs. Stewart, 20 Rose Street, North Dunedin. YOUNG, Trooper Albert Edward (No. 9/5). Next-of-kin, Mrs. A. Young, Auckland (father). ROBINSON, Trooper G. (No. 9/146). Next-of-kin, T. Robinson, Mataura, Southland (brother). SINCLAIR, Trooper Alexander (No. 9/171). Next-of-kin, Mr. Alex. Sinclair, 18 Princess Street, Gisborne. bbox=[288, 1034, 415, 1134]
cable-line: (By Telegraph—Special Correspondent.) Masterton, June 17. bbox=[700, 660, 823, 675]
column-3 bbox=[284, 43, 421, 1643]
unit-heading: ARTILLERY. bbox=[329, 569, 374, 578]
article-headline: HOW IT FEELS TO BE WOUNDED bbox=[575, 363, 675, 384]
page-number: 6 bbox=[12, 12, 22, 28]
casualty-list: LOWNDES, Pte. Richard Faulkner (No. 12/830). Next-of-kin, Mr. J. F. Lowndes, Lowe Street, Gisborne. bbox=[151, 241, 278, 261]
article-subhead: MAJORITY WALKED ASHORE UNAIDED bbox=[570, 109, 680, 125]
missing-heading: MISSING bbox=[193, 264, 236, 275]
casualty-list: PERRY, Pte. William Alfred (No. 11/767). Next-of-kin, Mr. George Henry Perry, Hale Edge, South Norfield, Surrey, England. bbox=[425, 82, 552, 102]
cable-line: (By Telegraph—Press Association.) Levin, June 17. bbox=[435, 1141, 542, 1156]
casualty-list: FRENCH, Pte. Frank (No. 6/8). Next-of-kin, Mrs. Thirza French, High Street, Newnham, Gloucestershire. IRVINE, Sergt. Percy Ernest (No. 6/663). Next-of-kin, Mr. W. J. Irvine, 7 Nelson Road, Islington. SHAW, Pte. Bertie William Radley (No. 6/111). Next-of-kin, Mr. Robert Shaw, Whitford, Auckland. WILLIAMS, Pte. George (No. 6/737). Next-of-kin, Mr. Williams, Fairfield, Waimate. FRANKLIN, Pte. John Joseph (No. 6/548). Next-of-kin, not given. FRASER, Pte. Alfred Ernest (No. 6/1199). Next-of-kin, Mr. J. Fraser, 45 Birmingham Street, Opawa, Christchurch. LATTIMORE, Pte. George Ray (No. 6/49). Next-of-kin, Mr. L. Lattimore, 15 Islington Road, Motueka. PAUL, Pte. William John (No. 6/1079). Next-of-kin, Mr. A. J. Paul, Lower Hutt. PETERS, Corpl. Robert John (No. 6/819). Next-of-kin, Mrs. R. G. Peters, 11 Andover Street, Merivale. WOODS, Corpl. Stanley Ernest (No. 6/1102). Next-of-kin, Mrs. E. Hawkins, 79 Cleveland Street, Hamilton, Carlton, Canada. REES, Sergt. Donovan Lewis (No. 6/1381). Next-of-kin, Mr. John Lewis Rees, Alambra Road, Blenheim. BEAMOND, Pte. Ernest (No. 6/1287). Next-of-kin, Mr. George Beaumont, 183 Colombo Street. BON, Pte. Philip Richard (No. 6/1398). Next-of-kin, Mr. Philip F. Hopplnston, Woodville Road, Napier. DAVIS, Pte. William (No. 6/444). Next-of-kin, Mr. Richard Davis, Wharf. DUNDON, Pte. William Thomas (No. 6/1063). Next-of-kin, Mrs. J. Dundon, Rakaia. PAULINE, Pte. Harley Valentine (No. 6/1030). Next-of-kin, Mr. H. T. Pauline, Brightwater, Nelson (father). bbox=[15, 917, 141, 1168]
article-text: Yesterday a lad named James Magrath, aged sixteen years, sustained a fracture of the skull, having apparently been kicked by a horse. He was found lying in a stable. Medical assistance was obtained, and he was removed to the Otaki Hospital, where an operation will take place to-day. bbox=[425, 1156, 552, 1202]
article-text: The fortieth Dardanelles casualty list includes—Killed in Action—112, including Sergt. F. S. Latour and Private J. Walsh, New Zealanders. Died of Wounds—18, including Private A. A. Gondring, a New Zealander. Wounded—263, including Private D. Fryer, a New Zealander. Missing—15; prisoner of war at Constantinople, Lieut. Foster. bbox=[425, 371, 552, 431]
article-text: In yesterday's Dominion there was published an analysis of the recruiting figures for Wellington City, and the analysis showed that, under the Defence Department's practice of calling up equal quotas of men from the four military districts was immediately departed from, the men who have enlisted in Wellington were in reality representing the Wellington Reinforcements. There are the qualifying words accompanying the analysis:— 'The only prospect of the long wait being shortened is the chance of a heavier draw than 120 every two months being placed on the City through shortage elsewhere, or through a readjustment of the quotas.' bbox=[835, 114, 962, 219]
quota-table bbox=[844, 292, 954, 318]
unit-heading: WELLINGTON INFANTRY BATTALION. bbox=[167, 171, 263, 188]
fund-list: Amount previously acknowledged .... £3,067 12 0. Mrs. R. C. Hammerton (4th instalment) .... 1 1 0. Total .... £3,068 13 0 bbox=[972, 265, 1099, 285]
table-row: Canterbury 19.3 21 bbox=[843, 305, 954, 312]
unit-heading: OTAGO INFANTRY BATTALION. bbox=[19, 1215, 137, 1224]
section-heading: IN NO. 1 GENERAL HOSPITAL, CAIRO. bbox=[430, 234, 546, 251]
article-headline: THE HAWKE'S BAY BOYS bbox=[704, 260, 820, 271]
unit-heading: CANTERBURY INFANTRY BATTALION. bbox=[30, 900, 126, 917]
article-subhead: CAPTAIN W. JOHNSTON. bbox=[442, 450, 535, 459]
article-subhead: FOR BELGIAN RELIEF. bbox=[993, 591, 1079, 600]
article-subhead: ANAESTHETICS FUND. bbox=[992, 559, 1080, 568]
unit-heading: WELLINGTON INFANTRY BATTALION. bbox=[167, 1064, 263, 1081]
article-text: At a meeting of the Canterbury Patriotic Fund Committee it was stated that £250,000 would be required to meet demand and provide for wounded and dependents. It was resolved to ask the executive to devise some method of securing systematic contributions. bbox=[972, 379, 1099, 425]
column-6 bbox=[694, 43, 831, 1643]
article-text: Twenty-eight men enlisted in Wellington yesterday. Their names follow, and those whose addresses are not given are country residents:— bbox=[835, 430, 962, 457]
article-text: Private Harry Whitmore, writing from a hospital in Cairo to his mother in Featherston, relates his experiences and impressions when wounded at the Dardanelles. He says: 'Though I am wounded not in a very vital or troubling way, just a close bash through the scalp by a piece of shrapnel, I am not yet really quite myself again. I was in the firing line for three days before they got me, and I was treated pretty well, though. The Turks had plenty of shrapnel at the time. We lost a good many men, chiefly from snipers. I am very lucky to get off so lightly. The nurses here are very good to us, and the doctors are doing all they can.' bbox=[562, 403, 688, 509]
cable-line: (From Our Special Correspondent.) Masterton, June 17. bbox=[981, 106, 1090, 120]
cable-line: (By Telegraph—Press Assn.—Copyright) (Rec. June 17, 11.50 p.m.) London, June 17. bbox=[974, 450, 1097, 472]
article-subhead: A NEW ZEALAND RECORD. bbox=[984, 97, 1087, 105]
casualty-list: MORRISON, Pte. Thomas (No. 8/446). DURRANT, Pte. Alfred James (No. 8/446). PEROTTI, Pte. Percival Charles (No. 8/335). BUCHAN, Pte. William (No. 8/447). bbox=[151, 964, 278, 991]
article-headline: AN AUCKLANDER'S LETTER bbox=[580, 516, 670, 537]
section-heading: IN GENERAL HOSPITAL, CAIRO. bbox=[290, 767, 412, 776]
out-of-danger-heading: OUT OF DANGER. bbox=[318, 162, 385, 171]
unit-heading: CANTERBURY BATTALION. bbox=[163, 898, 266, 907]
unit-heading: OTAGO INFANTRY BATTALION. bbox=[156, 106, 274, 115]
unit-heading: OTAGO INFANTRY BATTALION. bbox=[292, 130, 410, 139]
table-row: Otago 23.3 24 bbox=[843, 311, 954, 318]
article-subhead: POWERS OF INVESTIGATION. bbox=[431, 1070, 545, 1079]
casualty-list: JACKSON, Trooper George Cowell (No. 11/932). Next-of-kin, Mr. G. H. Jackson, Box 44, Hamilton. bbox=[15, 1192, 141, 1212]
unit-heading: FIELD AMBULANCE. bbox=[312, 452, 391, 461]
column-5 bbox=[557, 43, 694, 1643]
article-subhead: OF SURPASSING GRANDEUR bbox=[707, 651, 817, 660]
cable-line: (By Telegraph—Press Association.) Christchurch, June 17. bbox=[982, 364, 1089, 379]
casualty-list: CALLAGHAN, Pte. Edward Joseph (No. 10/1123). bbox=[151, 1081, 278, 1095]
unit-heading: CANTERBURY INFANTRY BATTALION. bbox=[167, 678, 263, 694]
died-from-disease-heading: DIED FROM DISEASE bbox=[174, 667, 256, 675]
article-text: Donations received by the Under-Secretary, Department of Internal Affairs, towards the New Zealand Hospital Ship fund:— bbox=[972, 198, 1099, 225]
fund-list: Amount previously acknowledged .... £694 3 5. Collected by Ethel Hogben .... 7 0 0. Total .... £701 3 5 bbox=[972, 313, 1099, 333]
unit-heading: CANTERBURY INFANTRY BATTALION. bbox=[167, 376, 263, 393]
unit-heading: WELLINGTON MOUNTED RIFLES BATTALION. bbox=[440, 65, 537, 82]
article-subhead: LORD MAYOR'S APPEAL. bbox=[989, 441, 1083, 450]
article-text: A remarkable luminous phenomenon was observed in the southern horizon this evening. Many people thought a huge fire was raging somewhere to the south, but the phenomenon developed into a series of surpassing grandeur, a luminous arch extended over the southern horizon from east to west, with clouds shooting up into the sky, and creating a magnificent effect. The display lasted for several hours, and was one of the most beautiful demonstrations ever witnessed from these parts. A brilliant red light was observed in the sky by residents of Ekatahuna and other seaside districts last night. bbox=[698, 675, 825, 775]
casualty-list: MORGAN, Pte. Edward Guthrie (No. 10/637). Next-of-kin, Mrs. G. W. Morgan, Levin Land and Co., Kaiwarra, Wellington (mother). CANTERBURY BATTALION. BATEMAN, Pte. Arthur (No. 6/431). Next-of-kin, Mrs. E. Bateman, Oxford Street, Timaru. FAIRHALL, Pte. William (No. 6/1379). Next-of-kin, Mr. R. Fairhall, Sweden Flat. bbox=[288, 345, 415, 405]
casualty-list: JOHANNESSEN, Sgt. Christian Rudolph (No. 8/4). Next-of-kin, Mr. J. Johannessen, Queen's Avenue, Broadway, Auckland (father). MORGAN, Pte. Leonard William (No. 8/946). Next-of-kin, Mr. Mary Morgan, Stoneham Street, Westport (mother). bbox=[288, 983, 415, 1023]
column-2 bbox=[147, 43, 284, 1643]
unit-heading: FIELD ARTILLERY bbox=[317, 909, 386, 918]
unit-heading: OTAGO INFANTRY BATTALION. bbox=[19, 650, 137, 659]
dateline: Melbourne, June 17. bbox=[457, 1087, 520, 1095]
article-headline: YESTERDAY'S VOLUNTEERS bbox=[866, 408, 931, 429]
article-text: The sensation caused by the wide-spread circulation of forged £10 notes in Auckland during Easter week of last year will not have been forgotten, and it has been revived by the negotiation of another forged £10 note at the Auckland Post Office this week. This note is a clever photographic imitation of the genuine article. It is perfect in design and colouring, and is so well produced that it might easily be accepted as genuine. The forgery itself is a photograph reproduced in two colours, black and reddish brown, and every detail in it is reproduced with remarkable accuracy. The police are making inquiries, and it is hoped that some clue may be obtained before long. bbox=[972, 698, 1099, 804]
